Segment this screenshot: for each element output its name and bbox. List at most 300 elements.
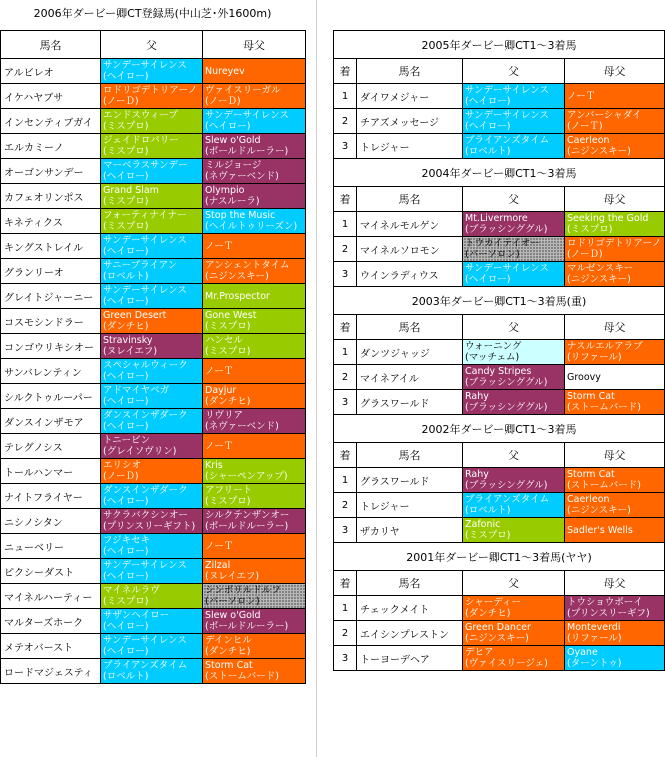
finish-place: 3 (334, 390, 357, 415)
table-row (1, 59, 306, 84)
dam-sire-cell (203, 634, 306, 659)
table-row (334, 262, 665, 287)
horse-name: マイネアイル (357, 365, 463, 390)
horse-name: トールハンマー (1, 459, 101, 484)
table-row (1, 109, 306, 134)
header-place: 着 (334, 187, 357, 212)
finish-place: 2 (334, 493, 357, 518)
horse-name-text: Nureyev (205, 65, 245, 77)
table-row (1, 534, 306, 559)
horse-name: チェックメイト (357, 596, 463, 621)
sire-cell (463, 646, 565, 671)
dam-sire-cell (203, 284, 306, 309)
horse-name: ザカリヤ (357, 518, 463, 543)
horse-name: ウインラディウス (357, 262, 463, 287)
sire-line-text: (ターントゥ) (567, 658, 622, 669)
table-row (334, 340, 665, 365)
sire-line-text: (ブラッシンググル) (465, 402, 548, 413)
horse-name: チアズメッセージ (357, 109, 463, 134)
sire-line-text: (ヘイロー) (465, 121, 511, 132)
horse-name-text: サンデーサイレンス (103, 285, 187, 296)
sire-cell (101, 659, 203, 684)
horse-name: ナイトフライヤー (1, 484, 101, 509)
sire-line-text: (ナスルーラ) (205, 196, 260, 207)
horse-name-text: Storm Cat (567, 469, 615, 480)
finish-place: 1 (334, 468, 357, 493)
dam-sire-cell (565, 365, 665, 390)
sire-line-text: (プリンスリーギフ) (567, 608, 650, 619)
sire-line-text: (ダンチヒ) (205, 646, 251, 657)
horse-name: グレイトジャーニー (1, 284, 101, 309)
dam-sire-cell (203, 534, 306, 559)
sire-line-text: (ロベルト) (103, 271, 149, 282)
finish-place: 1 (334, 596, 357, 621)
sire-line-text: (ニジンスキー) (567, 274, 631, 285)
table-row (334, 237, 665, 262)
table-row (1, 259, 306, 284)
dam-sire-cell (203, 509, 306, 534)
horse-name-text: フォーティナイナー (103, 210, 187, 221)
horse-name: ロードマジェスティ (1, 659, 101, 684)
registered-horses-table (0, 30, 306, 684)
sire-line-text: (ヘイロー) (103, 646, 149, 657)
horse-name-text: ダンスインザダーク (103, 485, 188, 496)
horse-name: ダンツジャッジ (357, 340, 463, 365)
horse-name-text: Mt.Livermore (465, 213, 528, 224)
horse-name: グラスワールド (357, 468, 463, 493)
sire-line-text: (ヘイロー) (465, 274, 511, 285)
section-header-row (334, 315, 665, 340)
sire-line-text: (ネヴァーベンド) (205, 421, 279, 432)
dam-sire-cell (203, 109, 306, 134)
sire-line-text: (ミスプロ) (205, 321, 251, 332)
dam-sire-cell (203, 84, 306, 109)
horse-name: グラスワールド (357, 390, 463, 415)
dam-sire-cell (203, 384, 306, 409)
dam-sire-cell (565, 518, 665, 543)
horse-name-text: サンデーサイレンス (465, 110, 549, 121)
horse-name-text: トウカイテイオー (465, 238, 540, 249)
horse-name: キングストレイル (1, 234, 101, 259)
horse-name: マイネルソロモン (357, 237, 463, 262)
section-title-row (334, 543, 665, 571)
sire-line-text: (グレイソヴリン) (103, 446, 177, 457)
horse-name-text: サンデーサイレンス (103, 60, 187, 71)
sire-line-text: (ダンチヒ) (465, 608, 511, 619)
header-dam-sire: 母父 (565, 315, 665, 340)
header-place: 着 (334, 571, 357, 596)
horse-name-text: マイネルラヴ (103, 585, 160, 596)
finish-place: 2 (334, 621, 357, 646)
sire-line-text: (ノーＤ) (567, 249, 603, 260)
header-horse-name: 馬名 (357, 59, 463, 84)
horse-name-text: Storm Cat (205, 660, 253, 671)
sire-line-text: (ストームバード) (205, 671, 279, 682)
horse-name-text: サザンヘイロー (103, 610, 170, 621)
horse-name-text: Caerleon (567, 135, 610, 146)
sire-cell (101, 409, 203, 434)
horse-name-text: アフリート (205, 485, 253, 496)
sire-cell (463, 621, 565, 646)
header-place: 着 (334, 315, 357, 340)
header-sire: 父 (101, 31, 203, 59)
dam-sire-cell (203, 559, 306, 584)
horse-name: エイシンプレストン (357, 621, 463, 646)
table-row (334, 646, 665, 671)
sire-cell (101, 484, 203, 509)
horse-name-text: ノーＴ (205, 240, 234, 252)
section-title: 2004年ダービー卿CT1～3着馬 (334, 159, 665, 187)
sire-line-text: (ヘイルトゥリーズン) (205, 221, 298, 232)
horse-name-text: Slew o'Gold (205, 135, 261, 146)
sire-cell (463, 262, 565, 287)
section-header-row (334, 187, 665, 212)
horse-name-text: Groovy (567, 371, 601, 383)
horse-name-text: ハンセル (205, 335, 244, 346)
horse-name-text: デヒア (465, 647, 494, 658)
sire-cell (101, 534, 203, 559)
sire-line-text: (ニジンスキー) (465, 633, 529, 644)
dam-sire-cell (565, 262, 665, 287)
sire-cell (101, 109, 203, 134)
finish-place: 2 (334, 109, 357, 134)
sire-line-text: (ヘイロー) (103, 496, 149, 507)
sire-line-text: (マッチェム) (465, 352, 520, 363)
sire-line-text: (パーソロン) (465, 249, 520, 260)
header-horse-name: 馬名 (357, 443, 463, 468)
horse-name-text: ノーＴ (205, 365, 234, 377)
sire-line-text: (ミスプロ) (465, 530, 511, 541)
sire-line-text: (ヘイロー) (103, 546, 149, 557)
section-title-row (334, 31, 665, 59)
sire-cell (101, 159, 203, 184)
horse-name: トレジャー (357, 134, 463, 159)
horse-name: ダンスインザモア (1, 409, 101, 434)
dam-sire-cell (203, 609, 306, 634)
table-row (1, 309, 306, 334)
horse-name-text: サンデーサイレンス (465, 263, 549, 274)
horse-name-text: Stravinsky (103, 335, 153, 346)
horse-name-text: ロドリゴデトリアーノ (567, 238, 662, 249)
horse-name: コンゴウリキシオー (1, 334, 101, 359)
sire-line-text: (ロベルト) (465, 146, 511, 157)
horse-name-text: サンデーサイレンス (205, 110, 289, 121)
sire-cell (101, 434, 203, 459)
sire-line-text: (ヘイロー) (103, 296, 149, 307)
horse-name-text: ヴァイスリーガル (205, 85, 281, 96)
sire-line-text: (ネヴァーベンド) (205, 171, 279, 182)
dam-sire-cell (203, 184, 306, 209)
horse-name-text: リヴリア (205, 410, 244, 421)
horse-name: サンバレンティン (1, 359, 101, 384)
sire-cell (101, 134, 203, 159)
section-header-row (334, 443, 665, 468)
horse-name-text: サンデーサイレンス (103, 560, 187, 571)
horse-name-text: Candy Stripes (465, 366, 532, 377)
horse-name-text: Storm Cat (567, 391, 615, 402)
dam-sire-cell (203, 484, 306, 509)
sire-line-text: (ブラッシンググル) (465, 480, 548, 491)
finish-place: 1 (334, 212, 357, 237)
horse-name-text: ウォーニング (465, 341, 522, 352)
horse-name-text: Stop the Music (205, 210, 276, 221)
sire-line-text: (ヘイロー) (205, 121, 251, 132)
sire-line-text: (ヘイロー) (103, 421, 149, 432)
header-dam-sire: 母父 (565, 59, 665, 84)
sire-cell (101, 284, 203, 309)
section-title: 2003年ダービー卿CT1～3着馬(重) (334, 287, 665, 315)
sire-cell (463, 596, 565, 621)
table-row (334, 109, 665, 134)
horse-name-text: ロドリゴデトリアーノ (103, 85, 198, 96)
dam-sire-cell (565, 134, 665, 159)
horse-name-text: サニーブライアン (103, 260, 178, 271)
horse-name-text: ノーＴ (205, 440, 234, 452)
sire-line-text: (ヘイロー) (103, 621, 149, 632)
table-row (334, 212, 665, 237)
sire-line-text: (ミスプロ) (567, 224, 613, 235)
horse-name-text: アンシェントタイム (205, 260, 290, 271)
horse-name: ダイワメジャー (357, 84, 463, 109)
table-row (334, 493, 665, 518)
table-row (1, 234, 306, 259)
section-title-row (334, 415, 665, 443)
sire-line-text: (ヘイロー) (103, 396, 149, 407)
sire-line-text: (ヘイロー) (103, 371, 149, 382)
horse-name: ピクシーダスト (1, 559, 101, 584)
sire-line-text: (プリンスリーギフト) (103, 521, 196, 532)
table-row (1, 509, 306, 534)
sire-line-text: (ブラッシンググル) (465, 224, 548, 235)
finish-place: 3 (334, 646, 357, 671)
horse-name: グランリーオ (1, 259, 101, 284)
horse-name-text: Green Desert (103, 310, 167, 321)
sire-line-text: (ニジンスキー) (567, 146, 631, 157)
finish-place: 1 (334, 340, 357, 365)
sire-line-text: (ニジンスキー) (205, 271, 269, 282)
sire-line-text: (ヘイロー) (465, 96, 511, 107)
horse-name-text: ブライアンズタイム (465, 494, 550, 505)
sire-line-text: (ミスプロ) (103, 596, 149, 607)
sire-line-text: (ヘイロー) (103, 571, 149, 582)
dam-sire-cell (565, 109, 665, 134)
horse-name-text: Kris (205, 460, 223, 471)
header-sire: 父 (463, 571, 565, 596)
finish-place: 3 (334, 262, 357, 287)
horse-name-text: Slew o'Gold (205, 610, 261, 621)
table-row (1, 359, 306, 384)
table-row (1, 459, 306, 484)
horse-name-text: Dayjur (205, 385, 237, 396)
dam-sire-cell (565, 646, 665, 671)
finish-place: 1 (334, 84, 357, 109)
horse-name-text: ミルジョージ (205, 160, 262, 171)
dam-sire-cell (565, 212, 665, 237)
sire-line-text: (ヘイロー) (103, 246, 149, 257)
dam-sire-cell (203, 259, 306, 284)
section-title-row (334, 159, 665, 187)
sire-line-text: (ヘイロー) (103, 71, 149, 82)
table-row (1, 659, 306, 684)
column-divider (316, 0, 317, 757)
sire-line-text: (ニジンスキー) (567, 505, 631, 516)
header-dam-sire: 母父 (565, 443, 665, 468)
sire-line-text: (ボールドルーラー) (205, 146, 289, 157)
table-row (1, 209, 306, 234)
header-sire: 父 (463, 187, 565, 212)
horse-name-text: Green Dancer (465, 622, 531, 633)
sire-cell (101, 609, 203, 634)
sire-cell (101, 384, 203, 409)
sire-cell (101, 559, 203, 584)
table-row (1, 159, 306, 184)
dam-sire-cell (203, 309, 306, 334)
horse-name: トーヨーデヘア (357, 646, 463, 671)
sire-cell (463, 109, 565, 134)
section-header-row (334, 571, 665, 596)
horse-name: エルカミーノ (1, 134, 101, 159)
sire-line-text: (パーソロン) (205, 596, 260, 607)
table-row (1, 409, 306, 434)
horse-name-text: Grand Slam (103, 185, 159, 196)
dam-sire-cell (203, 434, 306, 459)
sire-cell (463, 134, 565, 159)
table-header-row (1, 31, 306, 59)
sire-line-text: (シャーペンアップ) (205, 471, 288, 482)
sire-cell (101, 359, 203, 384)
horse-name-text: ブライアンズタイム (465, 135, 550, 146)
dam-sire-cell (565, 390, 665, 415)
sire-line-text: (ブラッシンググル) (465, 377, 548, 388)
sire-cell (101, 309, 203, 334)
dam-sire-cell (565, 621, 665, 646)
horse-name-text: シルクテンザンオー (205, 510, 290, 521)
dam-sire-cell (203, 209, 306, 234)
sire-cell (463, 518, 565, 543)
page-title: 2006年ダービー卿CT登録馬(中山芝･外1600m) (33, 7, 272, 20)
sire-line-text: (ヘイロー) (103, 171, 149, 182)
past-results-table (333, 30, 665, 671)
horse-name: インセンティブガイ (1, 109, 101, 134)
table-row (334, 365, 665, 390)
table-row (1, 134, 306, 159)
horse-name-text: Rahy (465, 469, 489, 480)
horse-name-text: ナスルエルアラブ (567, 341, 643, 352)
sire-cell (463, 468, 565, 493)
dam-sire-cell (203, 584, 306, 609)
table-row (1, 334, 306, 359)
sire-line-text: (ミスプロ) (103, 196, 149, 207)
section-title: 2005年ダービー卿CT1～3着馬 (334, 31, 665, 59)
horse-name: マイネルモルゲン (357, 212, 463, 237)
sire-cell (101, 209, 203, 234)
sire-line-text: (ロベルト) (103, 671, 149, 682)
horse-name: カフェオリンポス (1, 184, 101, 209)
sire-cell (463, 340, 565, 365)
header-place: 着 (334, 59, 357, 84)
sire-cell (101, 459, 203, 484)
horse-name-text: ダンスインザダーク (103, 410, 188, 421)
sire-line-text: (ノーＤ) (205, 96, 241, 107)
table-row (1, 184, 306, 209)
sire-line-text: (ダンチヒ) (103, 321, 149, 332)
sire-cell (101, 234, 203, 259)
horse-name-text: Sadler's Wells (567, 524, 633, 536)
header-sire: 父 (463, 315, 565, 340)
sire-cell (101, 259, 203, 284)
horse-name-text: ノーＴ (567, 90, 596, 102)
sire-line-text: (ストームバード) (567, 480, 641, 491)
horse-name: メテオバースト (1, 634, 101, 659)
dam-sire-cell (203, 59, 306, 84)
section-header-row (334, 59, 665, 84)
horse-name: アルビレオ (1, 59, 101, 84)
horse-name-text: アドマイヤベガ (103, 385, 170, 396)
finish-place: 2 (334, 365, 357, 390)
sire-cell (463, 365, 565, 390)
sire-cell (463, 84, 565, 109)
sire-cell (101, 634, 203, 659)
horse-name-text: トニービン (103, 435, 151, 446)
horse-name-text: サンデーサイレンス (103, 235, 187, 246)
table-row (334, 621, 665, 646)
dam-sire-cell (203, 234, 306, 259)
dam-sire-cell (203, 409, 306, 434)
dam-sire-cell (203, 134, 306, 159)
horse-name: イケハヤブサ (1, 84, 101, 109)
sire-line-text: (ボールドルーラー) (205, 621, 289, 632)
horse-name-text: Zafonic (465, 519, 501, 530)
dam-sire-cell (565, 493, 665, 518)
horse-name: オーゴンサンデー (1, 159, 101, 184)
section-title-row (334, 287, 665, 315)
horse-name-text: デインヒル (205, 635, 252, 646)
horse-name: マルターズホーク (1, 609, 101, 634)
horse-name-text: サクラバクシンオー (103, 510, 188, 521)
sire-cell (463, 237, 565, 262)
sire-line-text: (ストームバード) (567, 402, 641, 413)
sire-cell (101, 584, 203, 609)
finish-place: 2 (334, 237, 357, 262)
horse-name-text: シンボリルドルフ (205, 585, 281, 596)
sire-cell (101, 509, 203, 534)
sire-cell (101, 59, 203, 84)
dam-sire-cell (565, 340, 665, 365)
horse-name-text: Seeking the Gold (567, 213, 649, 224)
header-place: 着 (334, 443, 357, 468)
sire-line-text: (リファール) (567, 352, 622, 363)
horse-name: テレグノシス (1, 434, 101, 459)
dam-sire-cell (203, 159, 306, 184)
table-row (334, 596, 665, 621)
sire-cell (101, 334, 203, 359)
sire-cell (463, 493, 565, 518)
horse-name-text: Gone West (205, 310, 257, 321)
table-row (334, 468, 665, 493)
sire-cell (463, 212, 565, 237)
table-row (1, 84, 306, 109)
horse-name-text: ブライアンズタイム (103, 660, 188, 671)
table-row (1, 609, 306, 634)
header-horse-name: 馬名 (1, 31, 101, 59)
header-dam-sire: 母父 (565, 187, 665, 212)
sire-line-text: (ボールドルーラー) (205, 521, 289, 532)
table-row (1, 484, 306, 509)
section-title: 2002年ダービー卿CT1～3着馬 (334, 415, 665, 443)
dam-sire-cell (565, 468, 665, 493)
sire-line-text: (ヌレイエフ) (103, 346, 158, 357)
dam-sire-cell (565, 84, 665, 109)
